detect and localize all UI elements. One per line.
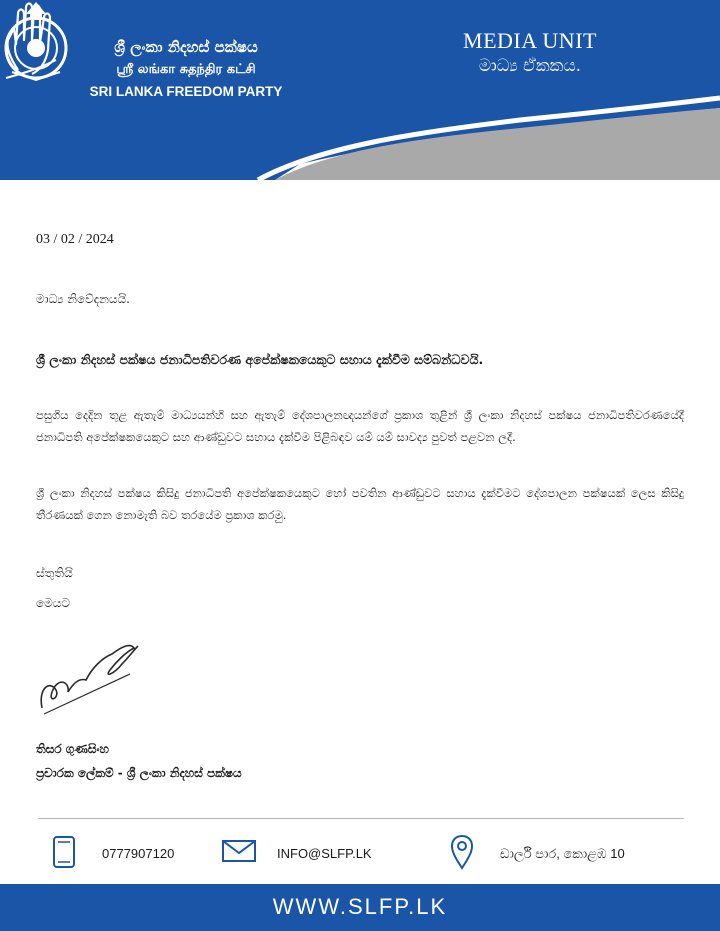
signature-image: [30, 618, 150, 728]
media-unit-sinhala: මාධ්‍ය ඒකකය.: [478, 56, 582, 76]
footer-website-link[interactable]: WWW.SLFP.LK: [272, 894, 448, 919]
letter-date: 03 / 02 / 2024: [36, 232, 114, 247]
media-note: මාධ්‍ය නිවේදනයයි.: [36, 292, 130, 306]
signatory-role: ප්‍රචාරක ලේකම් - ශ්‍රී ලංකා නිදහස් පක්ෂය: [36, 766, 242, 780]
party-name-english: SRI LANKA FREEDOM PARTY: [89, 84, 283, 99]
email-icon: [222, 840, 256, 862]
hand-symbol-icon: [0, 0, 62, 80]
footer-divider: [38, 818, 684, 819]
phone-icon: [52, 835, 76, 869]
media-unit-english: MEDIA UNIT: [463, 28, 597, 53]
letterhead: [0, 0, 720, 180]
signatory-name: තිසර ගුණසිංහ: [36, 742, 109, 756]
footer-address: ඩාර්ලි පාර, කොළඹ 10: [500, 846, 625, 861]
paragraph-1: පසුගිය දෙදින තුළ ඇතැම් මාධ්‍යයන්හි සහ ඇතැම් දේශපාලනඥයන්ගේ ප්‍රකාශ තුළින් ශ්‍රී ලංකා නිදහස් පක්ෂය ජනාධිපතිවරණයේදී ජනාධිපති අපේක්ෂකයෙකුට සහ ආණ්ඩුවට සහාය දැක්වීම පිළිබඳව යම් යම් සාවද්‍ය පුවත් පළවන ලදී.: [36, 408, 684, 444]
closing-literally: මෙයට: [36, 596, 71, 610]
location-icon: [450, 834, 474, 870]
media-unit-title: [440, 28, 620, 76]
footer-phone[interactable]: 0777907120: [102, 846, 175, 861]
letter-subject: ශ්‍රී ලංකා නිදහස් පක්ෂය ජනාධිපතිවරණ අපේක්ෂකයෙකුට සහාය දැක්වීම සම්බන්ධවයි.: [36, 352, 484, 367]
paragraph-2: ශ්‍රී ලංකා නිදහස් පක්ෂය කිසිදු ජනාධිපති අපේක්ෂකයෙකුට හෝ පවතින ආණ්ඩුවට සහාය දැක්වීමට දේශපාලන පක්ෂයක් ලෙස කිසිදු තීරණයක් ගෙන නොමැති බව තරයේම ප්‍රකාශ කරමු.: [36, 486, 684, 522]
party-name-sinhala: ශ්‍රී ලංකා නිදහස් පක්ෂය: [114, 38, 258, 56]
party-name-tamil: ஸ்ரீ லங்கா சுதந்திர கட்சி: [116, 62, 256, 77]
party-name-block: [86, 38, 286, 99]
closing-thanks: ස්තුතියි: [36, 566, 73, 580]
footer-email[interactable]: INFO@SLFP.LK: [277, 846, 372, 861]
